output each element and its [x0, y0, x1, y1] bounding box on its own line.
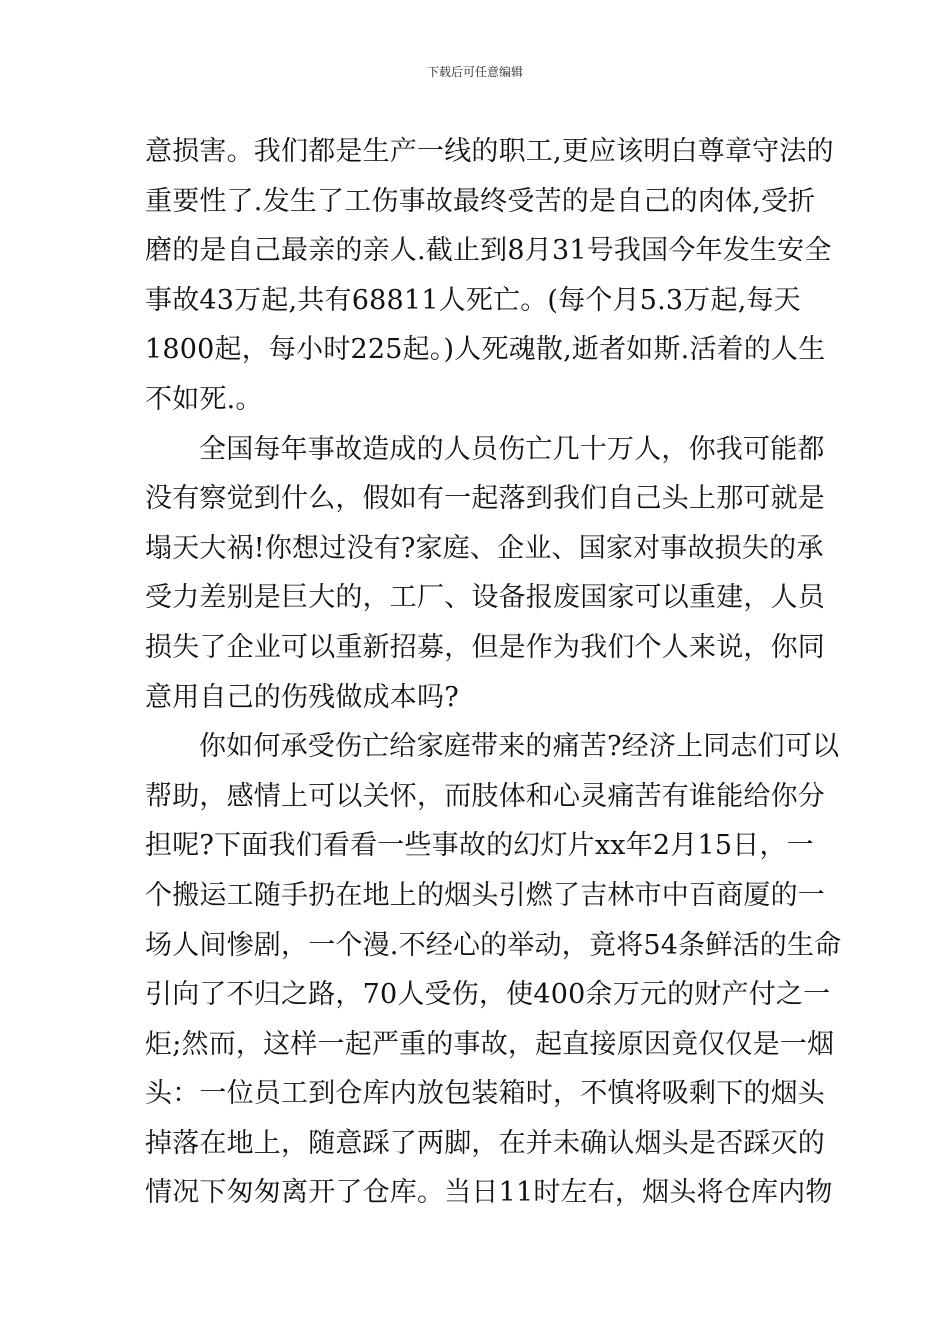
text-line-16: 个搬运工随手扔在地上的烟头引燃了吉林市中百商厦的一 [145, 879, 825, 911]
text-line-13: 你如何承受伤亡给家庭带来的痛苦?经济上同志们可以 [199, 731, 840, 763]
text-line-7: 全国每年事故造成的人员伤亡几十万人，你我可能都 [199, 433, 825, 465]
text-line-22: 情况下匆匆离开了仓库。当日11时左右，烟头将仓库内物 [145, 1177, 833, 1209]
text-line-21: 掉落在地上，随意踩了两脚，在并未确认烟头是否踩灭的 [145, 1127, 825, 1159]
text-line-15: 担呢?下面我们看看一些事故的幻灯片xx年2月15日，一 [145, 830, 814, 862]
text-line-12: 意用自己的伤残做成本吗? [145, 681, 459, 713]
text-line-1: 意损害。我们都是生产一线的职工,更应该明白尊章守法的 [145, 136, 834, 167]
text-line-19: 炬;然而，这样一起严重的事故，起直接原因竟仅仅是一烟 [145, 1028, 835, 1060]
text-line-2: 重要性了.发生了工伤事故最终受苦的是自己的肉体,受折 [145, 185, 816, 217]
text-line-3: 磨的是自己最亲的亲人.截止到8月31号我国今年发生安全 [145, 235, 832, 267]
text-line-10: 受力差别是巨大的，工厂、设备报废国家可以重建，人员 [145, 582, 825, 614]
text-line-20: 头：一位员工到仓库内放包装箱时，不慎将吸剩下的烟头 [145, 1078, 825, 1110]
text-line-17: 场人间惨剧，一个漫.不经心的举动，竟将54条鲜活的生命 [145, 929, 842, 961]
text-line-5: 1800起，每小时225起。)人死魂散,逝者如斯.活着的人生 [145, 334, 826, 366]
text-line-11: 损失了企业可以重新招募，但是作为我们个人来说，你同 [145, 631, 825, 663]
text-line-8: 没有察觉到什么，假如有一起落到我们自己头上那可就是 [145, 483, 825, 515]
text-line-4: 事故43万起,共有68811人死亡。(每个月5.3万起,每天 [145, 284, 801, 316]
text-line-14: 帮助，感情上可以关怀，而肢体和心灵痛苦有谁能给你分 [145, 780, 825, 812]
page-header: 下载后可任意编辑 [426, 65, 523, 79]
text-line-6: 不如死.。 [145, 383, 263, 415]
document-body [145, 127, 842, 1218]
text-line-18: 引向了不归之路，70人受伤，使400余万元的财产付之一 [145, 979, 831, 1011]
text-line-9: 塌天大祸!你想过没有?家庭、企业、国家对事故损失的承 [145, 532, 824, 564]
